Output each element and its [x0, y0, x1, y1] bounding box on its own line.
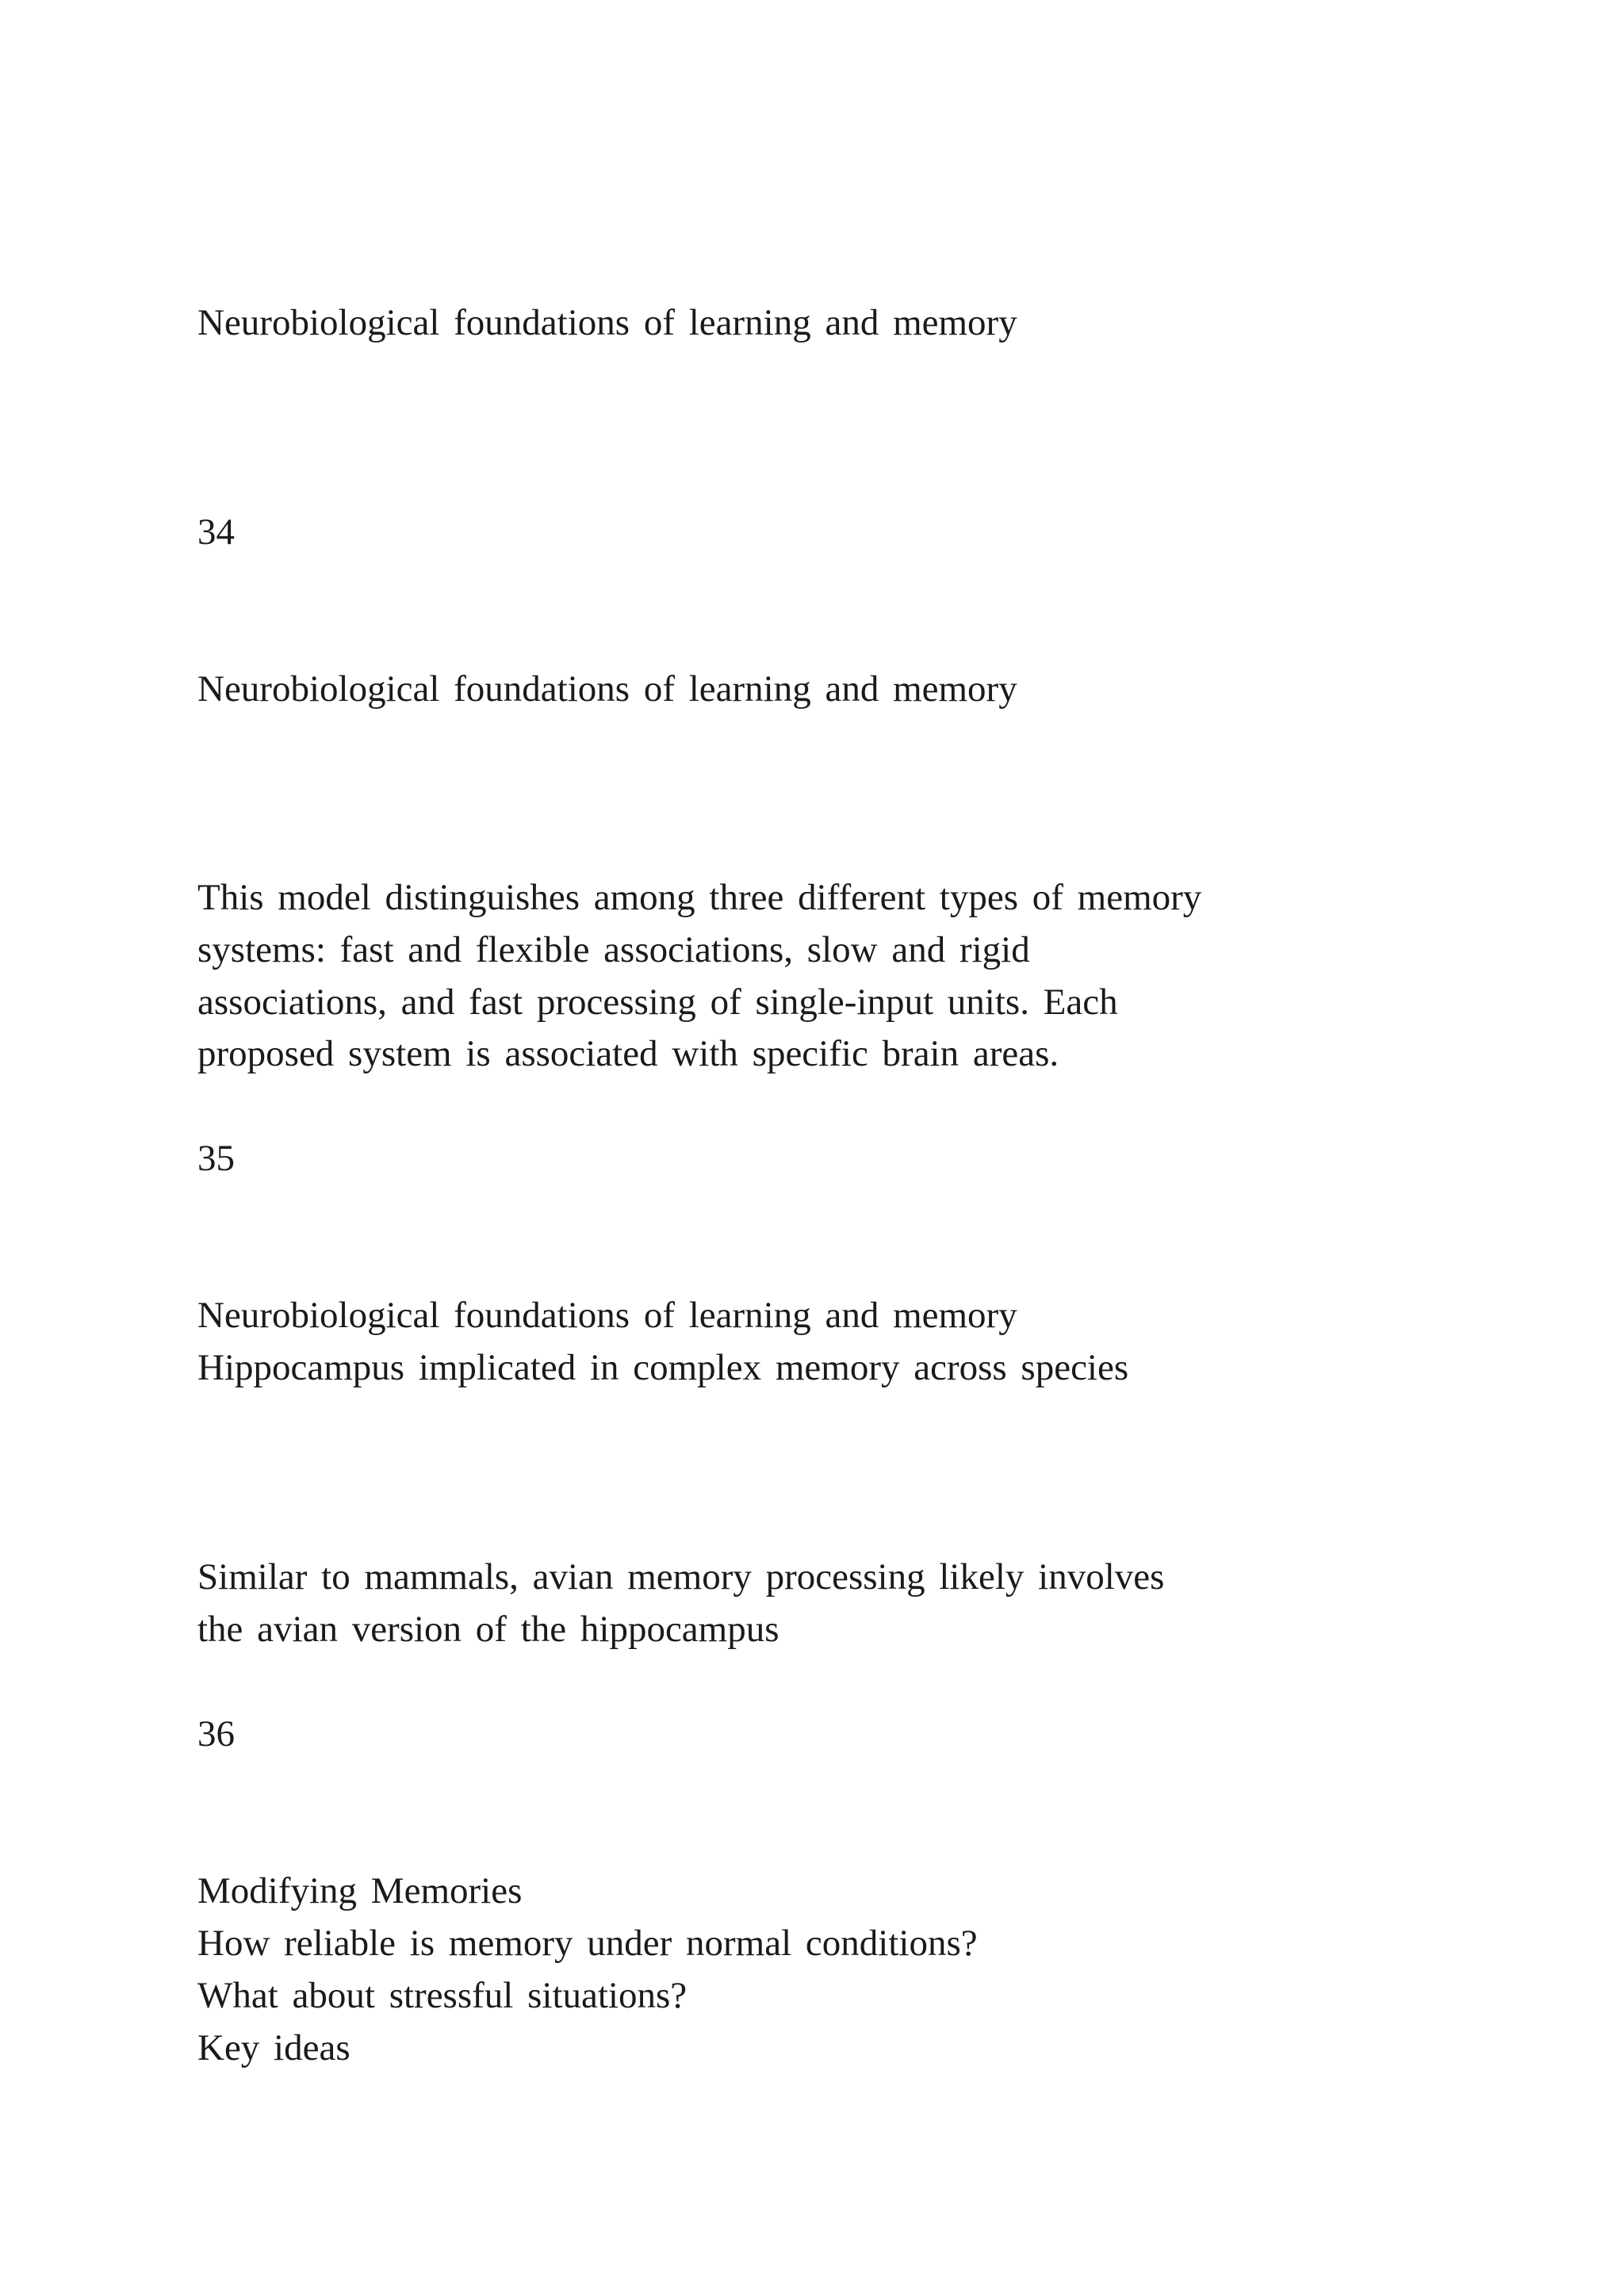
slide-number-36: 36 — [197, 1713, 235, 1755]
paragraph-line-1: This model distinguishes among three different types of memory — [197, 877, 1202, 918]
slide-number-34: 34 — [197, 511, 235, 553]
subheading-hippocampus: Hippocampus implicated in complex memory across species — [197, 1347, 1129, 1388]
heading-modifying-memories: Modifying Memories — [197, 1870, 523, 1911]
paragraph-line-4: proposed system is associated with specific brain areas. — [197, 1033, 1059, 1074]
bullet-key-ideas: Key ideas — [197, 2027, 350, 2068]
paragraph-avian-line-2: the avian version of the hippocampus — [197, 1609, 779, 1650]
paragraph-avian-line-1: Similar to mammals, avian memory processing likely involves — [197, 1556, 1165, 1598]
heading-neurobiological-foundations-3: Neurobiological foundations of learning and memory — [197, 1295, 1017, 1336]
paragraph-line-2: systems: fast and flexible associations, slow and rigid — [197, 929, 1030, 970]
slide-number-35: 35 — [197, 1138, 235, 1179]
bullet-reliable-memory: How reliable is memory under normal conditions? — [197, 1923, 978, 1964]
heading-neurobiological-foundations-1: Neurobiological foundations of learning and memory — [197, 302, 1017, 343]
heading-neurobiological-foundations-2: Neurobiological foundations of learning and memory — [197, 668, 1017, 710]
bullet-stressful-situations: What about stressful situations? — [197, 1975, 688, 2016]
paragraph-line-3: associations, and fast processing of single-input units. Each — [197, 982, 1118, 1023]
